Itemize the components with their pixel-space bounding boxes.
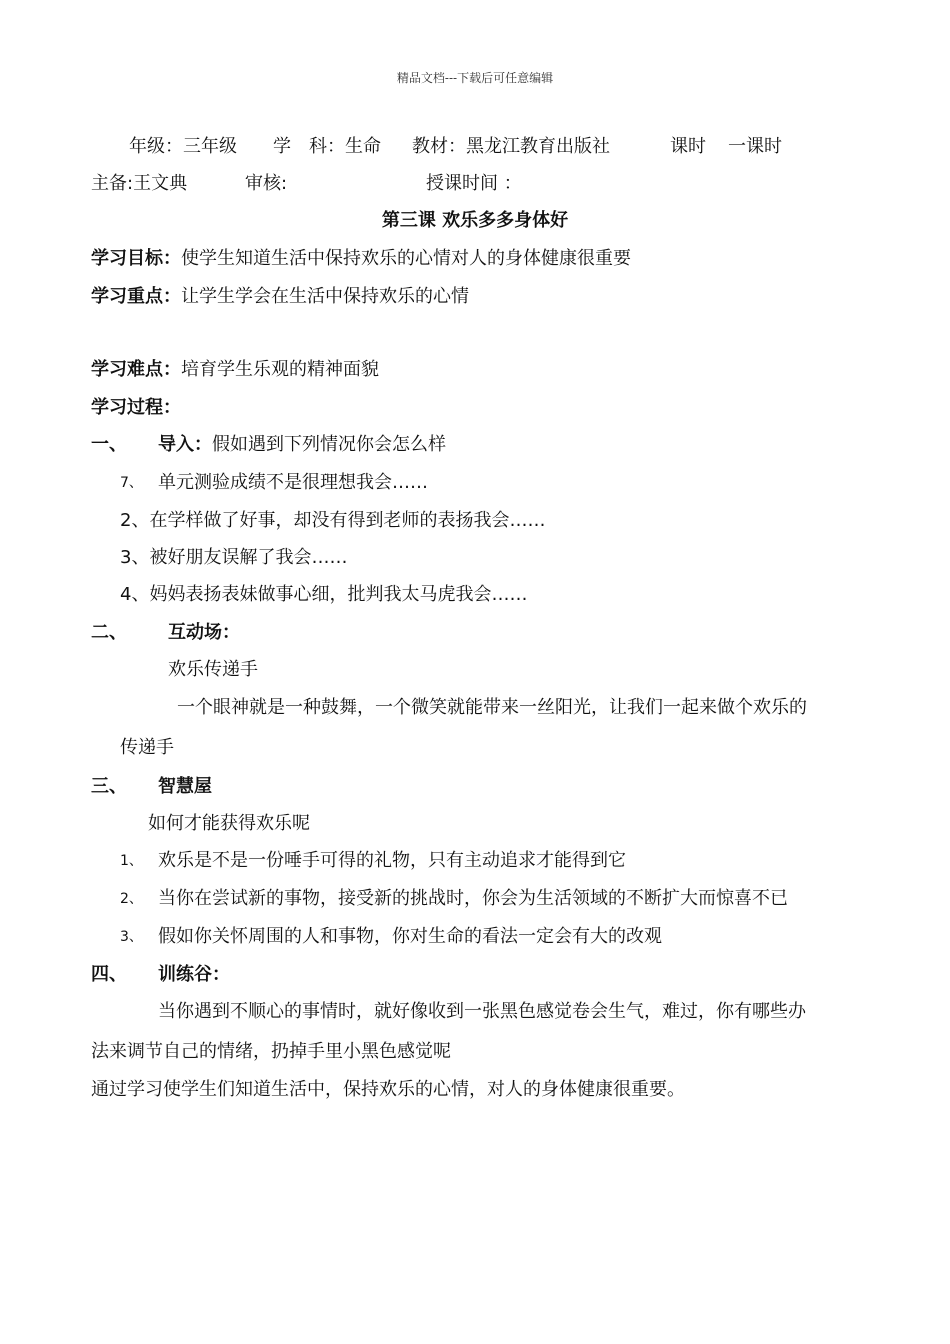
section3-label: 智慧屋 [158, 776, 212, 797]
list-item [120, 509, 545, 533]
goal-label: 学习目标： [91, 248, 181, 269]
section3-number: 三、 [91, 776, 127, 797]
difficulty-label: 学习难点： [91, 359, 181, 380]
list-item-text: 在学样做了好事，却没有得到老师的表扬我会…… [149, 510, 546, 531]
process-label: 学习过程： [91, 397, 181, 418]
section4-paragraph-cont: 法来调节自己的情绪，扔掉手里小黑色感觉呢 [91, 1041, 451, 1062]
goal-line [91, 247, 631, 271]
section1-heading [158, 433, 446, 457]
period-value: 一课时 [728, 136, 782, 157]
section1-label: 导入： [158, 434, 212, 455]
period-label: 课时 [670, 136, 706, 157]
teach-time-field: 授课时间 ： [426, 173, 522, 194]
section3-subtitle: 如何才能获得欢乐呢 [148, 813, 310, 834]
summary-text: 通过学习使学生们知道生活中，保持欢乐的心情，对人的身体健康很重要。 [91, 1079, 685, 1100]
list-item-text: 当你在尝试新的事物，接受新的挑战时，你会为生活领域的不断扩大而惊喜不已 [158, 888, 788, 909]
subject-field: 学 科：生命 [273, 136, 381, 157]
section2-subtitle: 欢乐传递手 [168, 659, 258, 680]
list-item-number: 2、 [120, 510, 150, 531]
page-header: 精品文档---下载后可任意编辑 [396, 71, 554, 85]
section2-paragraph: 一个眼神就是一种鼓舞，一个微笑就能带来一丝阳光，让我们一起来做个欢乐的 [177, 697, 807, 718]
section4-paragraph: 当你遇到不顺心的事情时，就好像收到一张黑色感觉卷会生气，难过，你有哪些办 [158, 1001, 806, 1022]
list-item [120, 546, 347, 570]
section2-label: 互动场： [168, 622, 240, 643]
preparer-field: 主备:王文典 [91, 173, 188, 194]
focus-label: 学习重点： [91, 286, 181, 307]
list-item-text: 欢乐是不是一份唾手可得的礼物，只有主动追求才能得到它 [158, 850, 626, 871]
section2-number: 二、 [91, 622, 127, 643]
list-item-text: 被好朋友误解了我会…… [149, 547, 348, 568]
focus-line [91, 285, 469, 309]
goal-text: 使学生知道生活中保持欢乐的心情对人的身体健康很重要 [181, 248, 631, 269]
list-item [120, 583, 527, 607]
focus-text: 让学生学会在生活中保持欢乐的心情 [181, 286, 469, 307]
list-item-number: 1、 [120, 853, 143, 869]
list-item-number: 3、 [120, 547, 150, 568]
section1-text: 假如遇到下列情况你会怎么样 [212, 434, 446, 455]
difficulty-text: 培育学生乐观的精神面貌 [181, 359, 379, 380]
list-item-number: 3、 [120, 929, 143, 945]
section2-paragraph-cont: 传递手 [120, 737, 174, 758]
list-item-number: 7、 [120, 475, 143, 491]
grade-field: 年级：三年级 [129, 136, 237, 157]
difficulty-line [91, 358, 379, 382]
list-item-text: 妈妈表扬表妹做事心细，批判我太马虎我会…… [149, 584, 528, 605]
list-item-text: 假如你关怀周围的人和事物，你对生命的看法一定会有大的改观 [158, 926, 662, 947]
textbook-field: 教材：黑龙江教育出版社 [412, 136, 610, 157]
lesson-title: 第三课 欢乐多多身体好 [381, 210, 569, 231]
list-item-number: 4、 [120, 584, 150, 605]
reviewer-field: 审核: [245, 173, 288, 194]
section4-number: 四、 [91, 964, 127, 985]
section1-number: 一、 [91, 434, 127, 455]
list-item-text: 单元测验成绩不是很理想我会…… [158, 472, 428, 493]
section4-label: 训练谷： [158, 964, 230, 985]
list-item-number: 2、 [120, 891, 143, 907]
